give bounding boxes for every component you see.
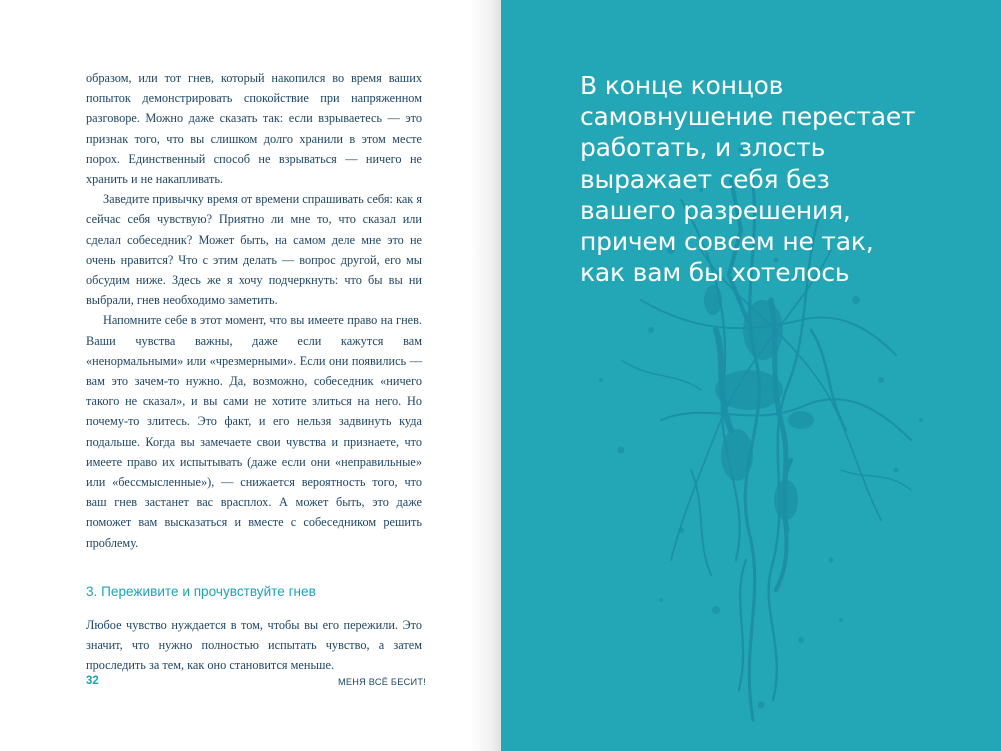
quote-line: выражает себя без xyxy=(580,164,830,194)
left-page xyxy=(0,0,500,751)
paragraph-3: Напомните себе в этот момент, что вы имеете право на гнев. Ваши чувства важны, даже если кажутся вам «ненормальными» или «чрезмерными». Если они появились — вам это зачем-то нужно. Да, возможно, собеседник «ничего такого не сказал», и вы сами не хотите злиться на него. Но почему-то злитесь. Это факт, и его нельзя задвинуть куда подальше. Когда вы замечаете свои чувства и признаете, что имеете право их испытывать (даже если они «неправильные» или «бессмысленные»), — снижается вероятность того, что ваш гнев застанет вас врасплох. А может быть, это даже поможет вам высказаться и вместе с собеседником решить проблему. xyxy=(86,313,422,550)
running-title: МЕНЯ ВСЁ БЕСИТ! xyxy=(337,677,426,687)
right-page xyxy=(501,0,1001,751)
page-number: 32 xyxy=(86,675,99,687)
gutter-shadow xyxy=(470,0,502,751)
quote-line: работать, и злость xyxy=(580,133,826,163)
paragraph-after-heading: Любое чувство нуждается в том, чтобы вы его пережили. Это значит, что нужно полностью испытать чувство, а затем проследить за тем, как оно становится меньше. xyxy=(86,617,422,673)
quote-line: вашего разрешения, xyxy=(580,195,851,225)
quote-line: самовнушение перестает xyxy=(580,102,916,132)
quote-line: как вам бы хотелось xyxy=(580,258,850,288)
section-heading: 3. Переживите и прочувствуйте гнев xyxy=(86,583,316,599)
body-text xyxy=(86,68,422,675)
paragraph-2: Заведите привычку время от времени спрашивать себя: как я сейчас себя чувствую? Приятно ли мне то, что сказал или сделал собеседник? Может быть, на самом деле мне это не очень нравится? Что с этим делать — вопрос другой, его мы обсудим ниже. Здесь же я хочу подчеркнуть: что бы вы ни выбрали, гнев необходимо заметить. xyxy=(86,192,422,308)
paragraph-1: образом, или тот гнев, который накопился во время ваших попыток демонстрировать спокойствие при напряженном разговоре. Можно даже сказать так: если взрываетесь — это признак того, что вы слишком долго хранили в этом месте порох. Единственный способ не взрываться — ничего не хранить и не накапливать. xyxy=(86,71,422,187)
pull-quote xyxy=(580,70,960,288)
quote-line: В конце концов xyxy=(580,71,784,100)
quote-line: причем совсем не так, xyxy=(580,227,874,257)
